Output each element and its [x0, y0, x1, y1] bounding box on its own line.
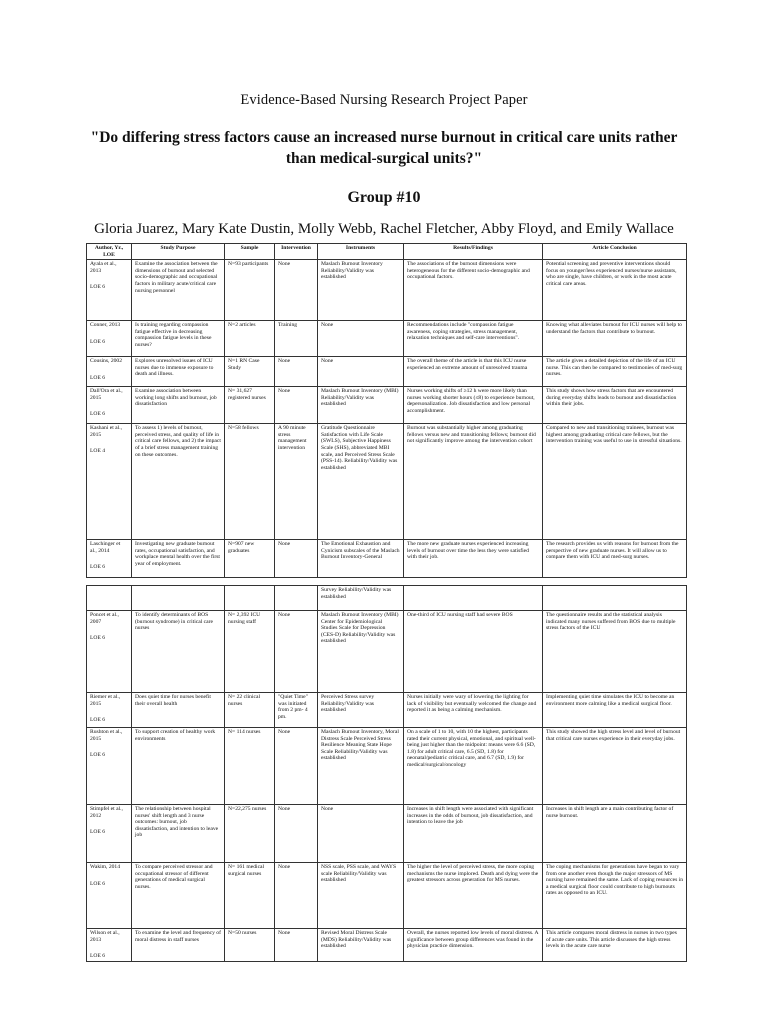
table-row — [87, 586, 687, 611]
cell-instruments: Maslach Burnout Inventory, Moral Distress Scale Perceived Stress Resilience Meaning State Hope Scale Reliability/Validity was established — [318, 728, 404, 805]
cell-intervention: None — [275, 357, 318, 387]
cell-purpose: Examine association between working long shifts and burnout, job dissatisfaction — [132, 387, 225, 424]
cell-author — [87, 728, 132, 805]
cell-sample: N=93 participants — [225, 260, 275, 321]
level-of-evidence: LOE 6 — [90, 829, 106, 836]
cell-author — [87, 357, 132, 387]
table-row — [87, 321, 687, 357]
cell-conclusion: The article gives a detailed depiction of the life of an ICU nurse. This can then be compared to testimonies of med-surg nurses. — [543, 357, 687, 387]
table-row — [87, 260, 687, 321]
group-number: Group #10 — [347, 189, 421, 206]
cell-sample: N=50 nurses — [225, 929, 275, 962]
cell-conclusion: This study showed the high stress level and level of burnout that critical care nurses experience in their everyday jobs. — [543, 728, 687, 805]
cell-results: Recommendations include "compassion fatigue awareness, coping strategies, stress management, relaxation techniques and self-care interventions". — [404, 321, 543, 357]
col-header-sample: Sample — [225, 244, 275, 260]
cell-conclusion: Knowing what alleviates burnout for ICU nurses will help to understand the factors that contribute to burnout. — [543, 321, 687, 357]
cell-intervention: None — [275, 728, 318, 805]
document-subtitle: Evidence-Based Nursing Research Project Paper — [240, 92, 528, 108]
cell-results: Nurses initially were wary of lowering the lighting for lack of visibility but eventually welcomed the change and reported it as being a calming mechanism. — [404, 693, 543, 728]
table-header-row — [87, 244, 687, 260]
cell-intervention: None — [275, 929, 318, 962]
cell-author — [87, 929, 132, 962]
cell-sample: N=907 new graduates — [225, 540, 275, 578]
cell-results: The more new graduate nurses experienced increasing levels of burnout over time the less they were satisfied with their job. — [404, 540, 543, 578]
research-question: "Do differing stress factors cause an increased nurse burnout in critical care units rather than medical-surgical units?" — [90, 129, 678, 167]
level-of-evidence: LOE 6 — [90, 564, 106, 571]
cell-purpose: To examine the level and frequency of moral distress in staff nurses — [132, 929, 225, 962]
col-header-results: Results/Findings — [404, 244, 543, 260]
level-of-evidence: LOE 4 — [90, 448, 106, 455]
cell-purpose: To support creation of healthy work environments — [132, 728, 225, 805]
cell-instruments: Maslach Burnout Inventory (MBI) Center for Epidemiological Studies Scale for Depression (CES-D) Reliability/Validity was established — [318, 611, 404, 693]
cell-author — [87, 586, 132, 611]
cell-intervention — [275, 586, 318, 611]
table-row — [87, 611, 687, 693]
author-list: Gloria Juarez, Mary Kate Dustin, Molly Webb, Rachel Fletcher, Abby Floyd, and Emily Wallace — [94, 221, 674, 237]
cell-instruments: None — [318, 805, 404, 863]
table-row — [87, 387, 687, 424]
cell-intervention: None — [275, 540, 318, 578]
cell-purpose: Does quiet time for nurses benefit their overall health — [132, 693, 225, 728]
cell-purpose: Investigating new graduate burnout rates, occupational satisfaction, and workplace mental health over the first year of employment. — [132, 540, 225, 578]
cell-instruments: The Emotional Exhaustion and Cynicism subscales of the Maslach Burnout Inventory-General — [318, 540, 404, 578]
author-year: Rushton et al., 2015 — [90, 729, 123, 742]
cell-instruments: Gratitude Questionnaire Satisfaction with Life Scale (SWLS), Subjective Happiness Scale (SHS), abbreviated MBI scale, and Perceived Stress Scale (PSS-14). Reliability/Validity was established — [318, 424, 404, 540]
level-of-evidence: LOE 6 — [90, 374, 106, 381]
cell-sample: N= 2,392 ICU nursing staff — [225, 611, 275, 693]
cell-purpose: To assess 1) levels of burnout, perceived stress, and quality of life in critical care fellows, and 2) the impact of a brief stress management training on these outcomes. — [132, 424, 225, 540]
cell-conclusion: This article compares moral distress in nurses in two types of acute care units. This article discusses the high stress levels in the acute care nurse — [543, 929, 687, 962]
cell-purpose: The relationship between hospital nurses' shift length and 3 nurse outcomes: burnout, job dissatisfaction, and intention to leave job — [132, 805, 225, 863]
cell-sample: N=1 RN Case Study — [225, 357, 275, 387]
level-of-evidence: LOE 6 — [90, 338, 106, 345]
cell-conclusion: The research provides us with reasons for burnout from the perspective of new graduate nurses. It will allow us to compare them with ICU and med-surg nurses. — [543, 540, 687, 578]
cell-results: Overall, the nurses reported low levels of moral distress. A significance between group differences was found in the physician practice dimension. — [404, 929, 543, 962]
cell-sample: N=2 articles — [225, 321, 275, 357]
level-of-evidence: LOE 6 — [90, 717, 106, 724]
author-year: Stimpfel et al., 2012 — [90, 806, 123, 819]
cell-conclusion: The questionnaire results and the statistical analysis indicated many nurses suffered from BOS due to multiple stress factors of the ICU — [543, 611, 687, 693]
cell-purpose: Explores unresolved issues of ICU nurses due to immense exposure to death and illness. — [132, 357, 225, 387]
cell-author — [87, 321, 132, 357]
cell-intervention: None — [275, 611, 318, 693]
table-row — [87, 424, 687, 540]
cell-conclusion: Increases in shift length are a main contributing factor of nurse burnout. — [543, 805, 687, 863]
cell-intervention: Training — [275, 321, 318, 357]
cell-results: One-third of ICU nursing staff had severe BOS — [404, 611, 543, 693]
cell-author — [87, 863, 132, 929]
cell-purpose: To identify determinants of BOS (burnout syndrome) in critical care nurses — [132, 611, 225, 693]
level-of-evidence: LOE 6 — [90, 284, 106, 291]
col-header-conclusion: Article Conclusion — [543, 244, 687, 260]
cell-instruments: NSS scale, PSS scale, and WAYS scale Reliability/Validity was established — [318, 863, 404, 929]
cell-instruments: None — [318, 357, 404, 387]
cell-conclusion — [543, 586, 687, 611]
table-row — [87, 863, 687, 929]
cell-conclusion: The coping mechanisms for generations have began to vary from one another even though the major stressors of MS nursing have remained the same. Lack of coping resources in a medical surgical floor could contribute to high burnouts rates as opposed to an ICU. — [543, 863, 687, 929]
cell-conclusion: Compared to new and transitioning trainees, burnout was highest among graduating critical care fellows, but the intervention training was useful to use in stressful situations. — [543, 424, 687, 540]
cell-instruments: Maslach Burnout Inventory (MBI) Reliability/Validity was established — [318, 387, 404, 424]
cell-results: Nurses working shifts of ≥12 h were more likely than nurses working shorter hours (≤8) to experience burnout, depersonalization. Job dissatisfaction and low personal accomplishment. — [404, 387, 543, 424]
cell-instruments: Revised Moral Distress Scale (MDS) Reliability/Validity was established — [318, 929, 404, 962]
author-year: Dall'Ora et al., 2015 — [90, 388, 123, 401]
cell-author — [87, 424, 132, 540]
author-year: Wakim, 2014 — [90, 864, 121, 870]
cell-conclusion: Implementing quiet time simulates the ICU to become an environment more calming like a medical surgical floor. — [543, 693, 687, 728]
cell-author — [87, 387, 132, 424]
table-row — [87, 929, 687, 962]
cell-sample: N= 22 clinical nurses — [225, 693, 275, 728]
author-year: Conner, 2013 — [90, 322, 121, 329]
cell-author — [87, 693, 132, 728]
cell-intervention: None — [275, 863, 318, 929]
author-year: Laschinger et al., 2014 — [90, 541, 121, 554]
col-header-purpose: Study Purpose — [132, 244, 225, 260]
cell-conclusion: Potential screening and preventive interventions should focus on younger/less experienced nurses/nurse assistants, who are single, have children, or work in the most acute critical care areas. — [543, 260, 687, 321]
table-row — [87, 357, 687, 387]
cell-sample: N=58 fellows — [225, 424, 275, 540]
cell-purpose: Is training regarding compassion fatigue effective in decreasing compassion fatigue levels in these nurses? — [132, 321, 225, 357]
cell-author — [87, 805, 132, 863]
cell-instruments: Perceived Stress survey Reliability/Validity was established — [318, 693, 404, 728]
level-of-evidence: LOE 6 — [90, 411, 106, 418]
level-of-evidence: LOE 6 — [90, 752, 106, 759]
author-year: Kashani et al., 2015 — [90, 425, 122, 438]
cell-results — [404, 586, 543, 611]
table-row — [87, 728, 687, 805]
literature-table-page1 — [86, 243, 687, 578]
cell-intervention: "Quiet Time" was initiated from 2 pm- 4 pm. — [275, 693, 318, 728]
cell-purpose — [132, 586, 225, 611]
author-year: Riemer et al., 2015 — [90, 694, 121, 707]
cell-purpose: To compare perceived stressor and occupational stressor of different generations of medical surgical nurses. — [132, 863, 225, 929]
col-header-intervention: Intervention — [275, 244, 318, 260]
cell-sample: N= 161 medical surgical nurses — [225, 863, 275, 929]
cell-instruments: None — [318, 321, 404, 357]
document-header — [0, 92, 768, 238]
author-year: Wilson et al., 2013 — [90, 930, 120, 943]
level-of-evidence: LOE 6 — [90, 953, 106, 960]
literature-table-page2 — [86, 585, 687, 962]
cell-sample: N= 114 nurses — [225, 728, 275, 805]
table-row — [87, 540, 687, 578]
cell-sample: N= 31,627 registered nurses — [225, 387, 275, 424]
col-header-instruments: Instruments — [318, 244, 404, 260]
cell-intervention: None — [275, 260, 318, 321]
author-year: Cousins, 2002 — [90, 358, 123, 365]
cell-intervention: None — [275, 805, 318, 863]
cell-author — [87, 611, 132, 693]
table-row — [87, 693, 687, 728]
author-year: Ayala et al., 2013 — [90, 261, 117, 274]
author-year: Poncet et al., 2007 — [90, 612, 119, 625]
cell-results: Burnout was substantially higher among graduating fellows versus new and transitioning fellows; burnout did not significantly improve among the intervention cohort — [404, 424, 543, 540]
cell-instruments: Survey Reliability/Validity was established — [318, 586, 404, 611]
cell-sample — [225, 586, 275, 611]
cell-intervention: None — [275, 387, 318, 424]
level-of-evidence: LOE 6 — [90, 880, 106, 887]
cell-results: Increases in shift length were associated with significant increases in the odds of burnout, job dissatisfaction, and intention to leave the job — [404, 805, 543, 863]
cell-results: On a scale of 1 to 10, with 10 the highest, participants rated their current physical, emotional, and spiritual well-being just higher than the midpoint: means were 6.6 (SD, 1.8) for adult critical care, 6.5 (SD, 1.8) for neonatal/pediatric critical care, and 6.7 (SD, 1.9) for medical/surgical/oncology — [404, 728, 543, 805]
cell-author — [87, 260, 132, 321]
cell-purpose: Examine the association between the dimensions of burnout and selected socio-demographic and occupational factors in military acute/critical care nursing personnel — [132, 260, 225, 321]
cell-results: The overall theme of the article is that this ICU nurse experienced an extreme amount of unresolved trauma — [404, 357, 543, 387]
cell-intervention: A 90 minute stress management intervention — [275, 424, 318, 540]
level-of-evidence: LOE 6 — [90, 635, 106, 642]
cell-conclusion: This study shows how stress factors that are encountered during everyday shifts leads to burnout and dissatisfaction within their jobs. — [543, 387, 687, 424]
cell-results: The associations of the burnout dimensions were heterogeneous for the different socio-demographic and occupational factors. — [404, 260, 543, 321]
cell-results: The higher the level of perceived stress, the more coping mechanisms the nurse implored. Death and dying were the greatest stressors across generation for MS nurses. — [404, 863, 543, 929]
table-row — [87, 805, 687, 863]
cell-instruments: Maslach Burnout Inventory Reliability/Validity was established — [318, 260, 404, 321]
cell-sample: N=22,275 nurses — [225, 805, 275, 863]
col-header-author: Author, Yr., LOE — [87, 244, 132, 260]
cell-author — [87, 540, 132, 578]
